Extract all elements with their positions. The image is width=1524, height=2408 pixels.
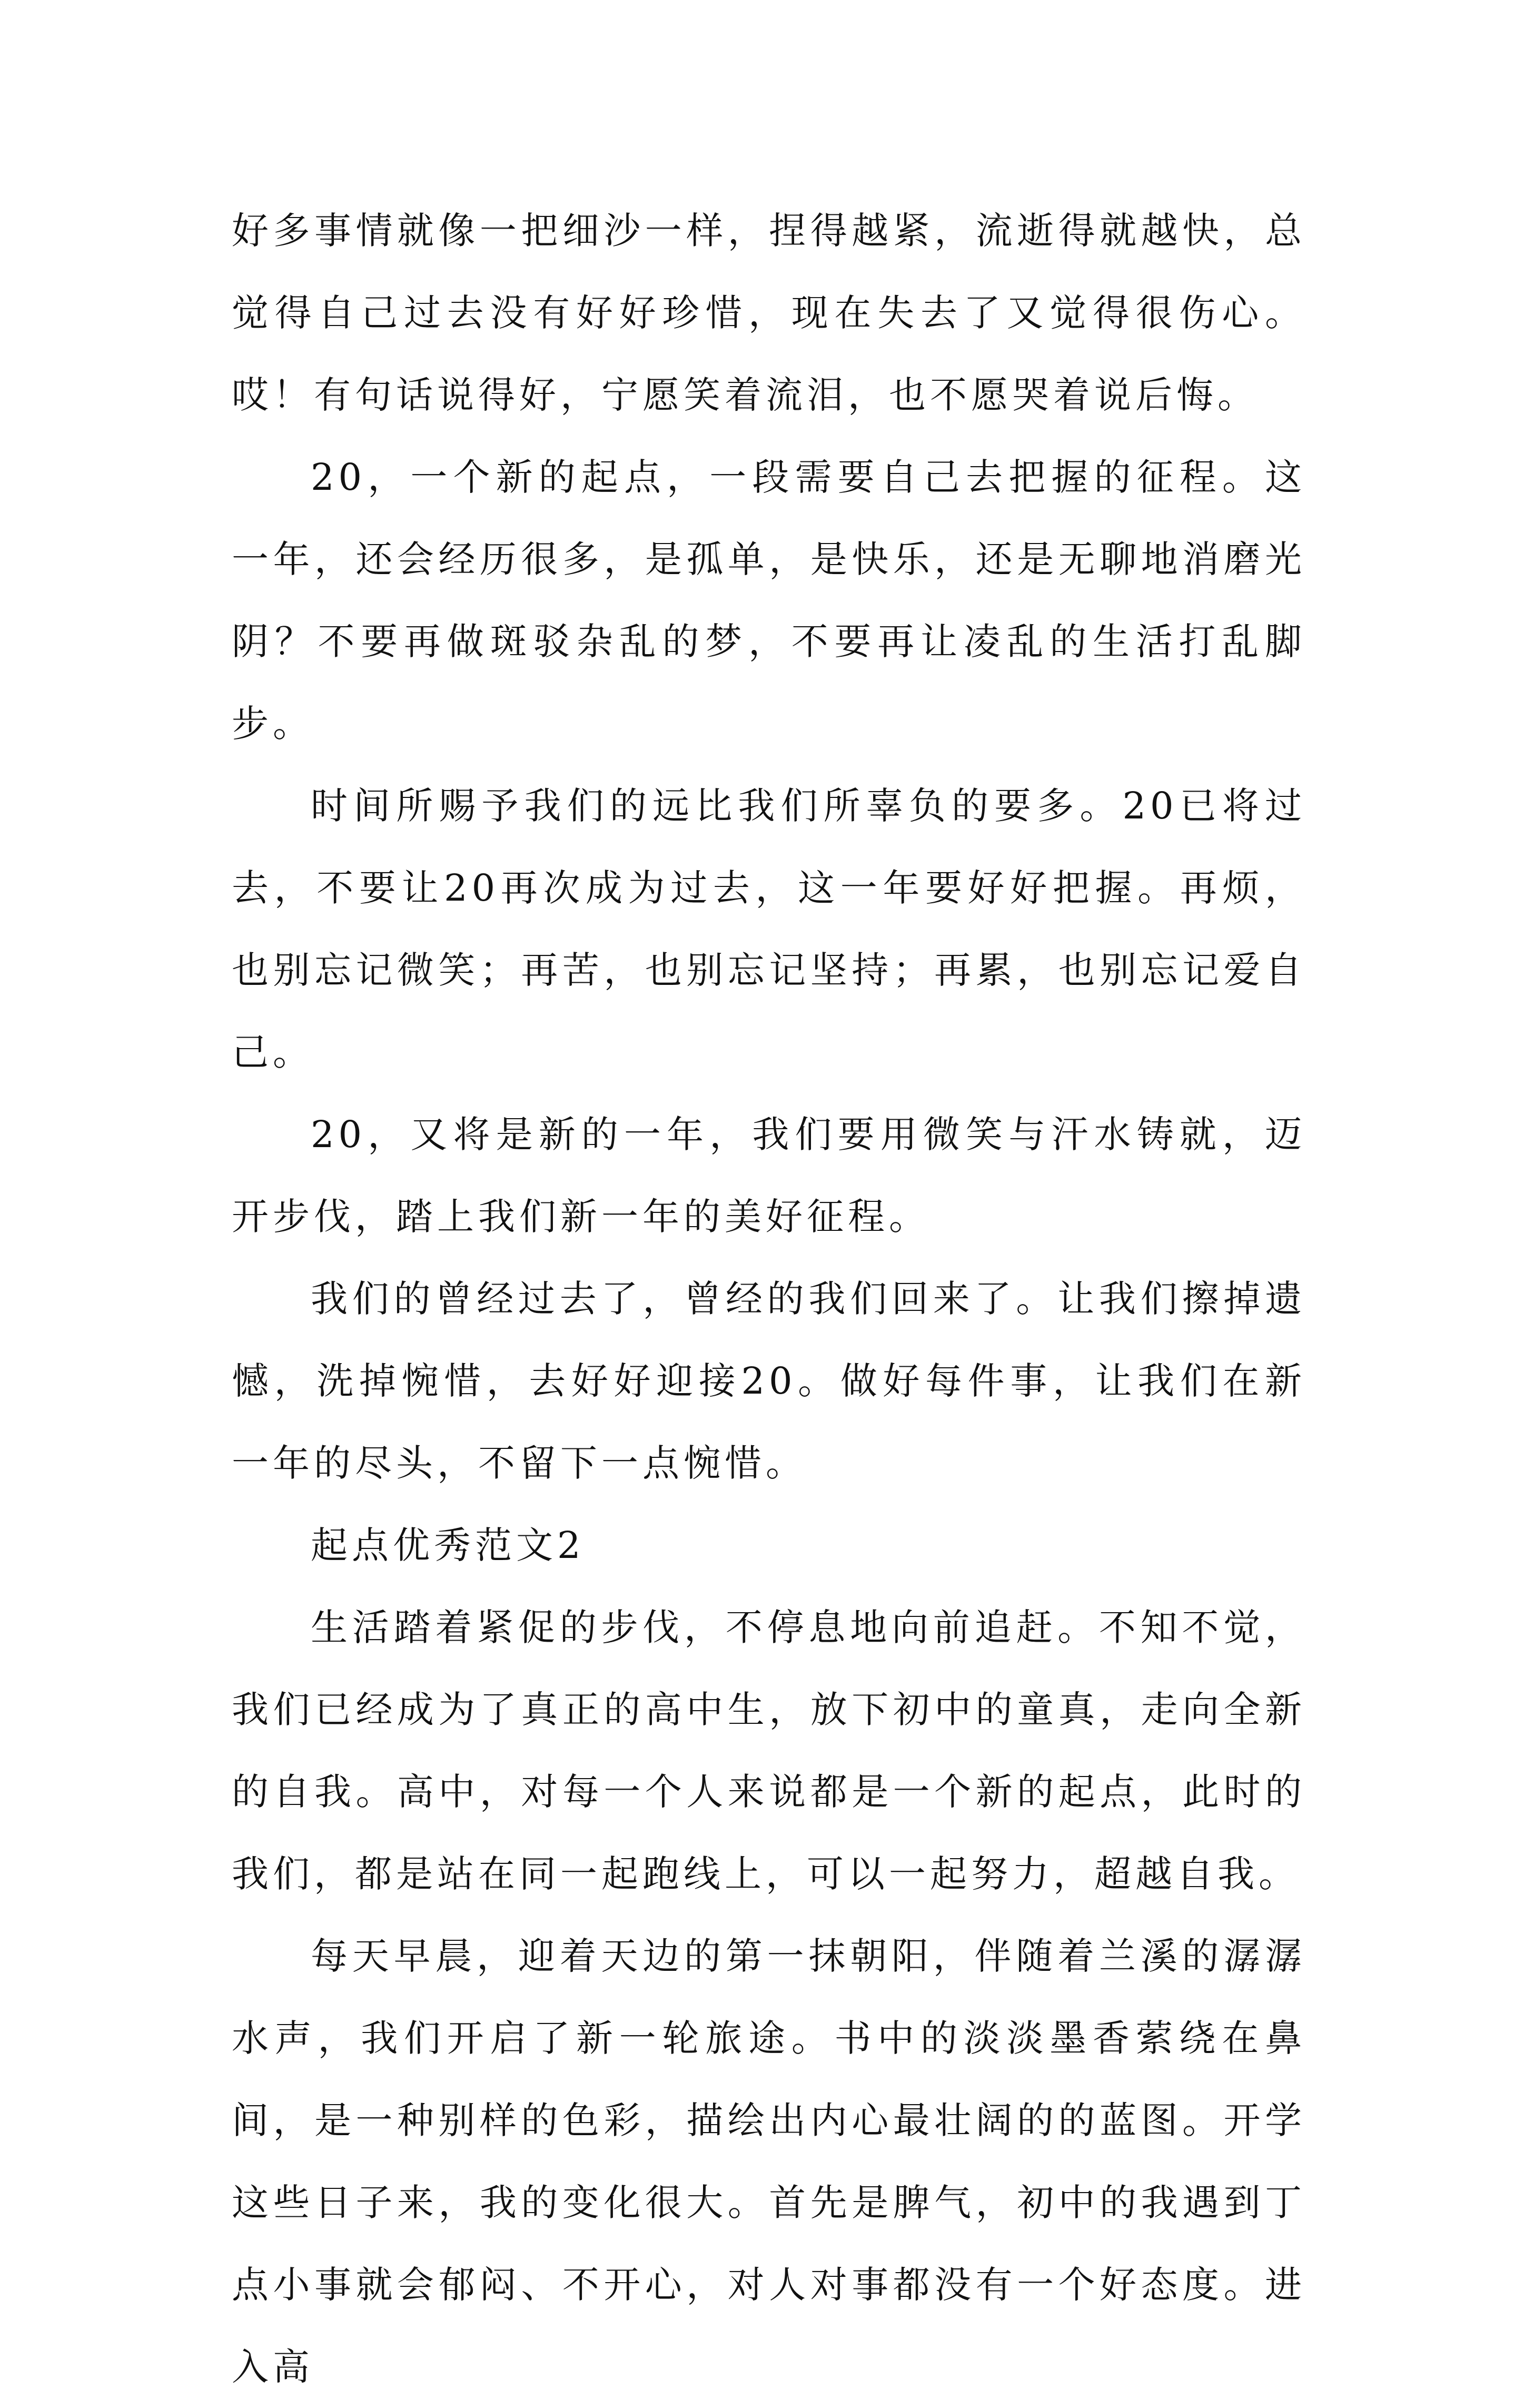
paragraph-6: 生活踏着紧促的步伐，不停息地向前追赶。不知不觉，我们已经成为了真正的高中生，放下初中的童真，走向全新的自我。高中，对每一个人来说都是一个新的起点，此时的我们，都是站在同一起跑线上，可以一起努力，超越自我。	[232, 1606, 1306, 1896]
paragraph-4: 20，又将是新的一年，我们要用微笑与汗水铸就，迈开步伐，踏上我们新一年的美好征程。	[232, 1113, 1306, 1238]
section-heading: 起点优秀范文2	[311, 1524, 585, 1567]
paragraph-2: 20，一个新的起点，一段需要自己去把握的征程。这一年，还会经历很多，是孤单，是快乐，还是无聊地消磨光阴？不要再做斑驳杂乱的梦，不要再让凌乱的生活打乱脚步。	[232, 456, 1306, 745]
paragraph-7: 每天早晨，迎着天边的第一抹朝阳，伴随着兰溪的潺潺水声，我们开启了新一轮旅途。书中的淡淡墨香萦绕在鼻间，是一种别样的色彩，描绘出内心最壮阔的的蓝图。开学这些日子来，我的变化很大。首先是脾气，初中的我遇到丁点小事就会郁闷、不开心，对人对事都没有一个好态度。进入高	[232, 1935, 1306, 2389]
paragraph-3: 时间所赐予我们的远比我们所辜负的要多。20已将过去，不要让20再次成为过去，这一年要好好把握。再烦，也别忘记微笑；再苦，也别忘记坚持；再累，也别忘记爱自己。	[232, 784, 1306, 1074]
paragraph-5: 我们的曾经过去了，曾经的我们回来了。让我们擦掉遗憾，洗掉惋惜，去好好迎接20。做好每件事，让我们在新一年的尽头，不留下一点惋惜。	[232, 1277, 1306, 1485]
document-body	[232, 190, 1306, 2408]
paragraph-1: 好多事情就像一把细沙一样，捏得越紧，流逝得就越快，总觉得自己过去没有好好珍惜，现在失去了又觉得很伤心。哎！有句话说得好，宁愿笑着流泪，也不愿哭着说后悔。	[232, 209, 1306, 417]
